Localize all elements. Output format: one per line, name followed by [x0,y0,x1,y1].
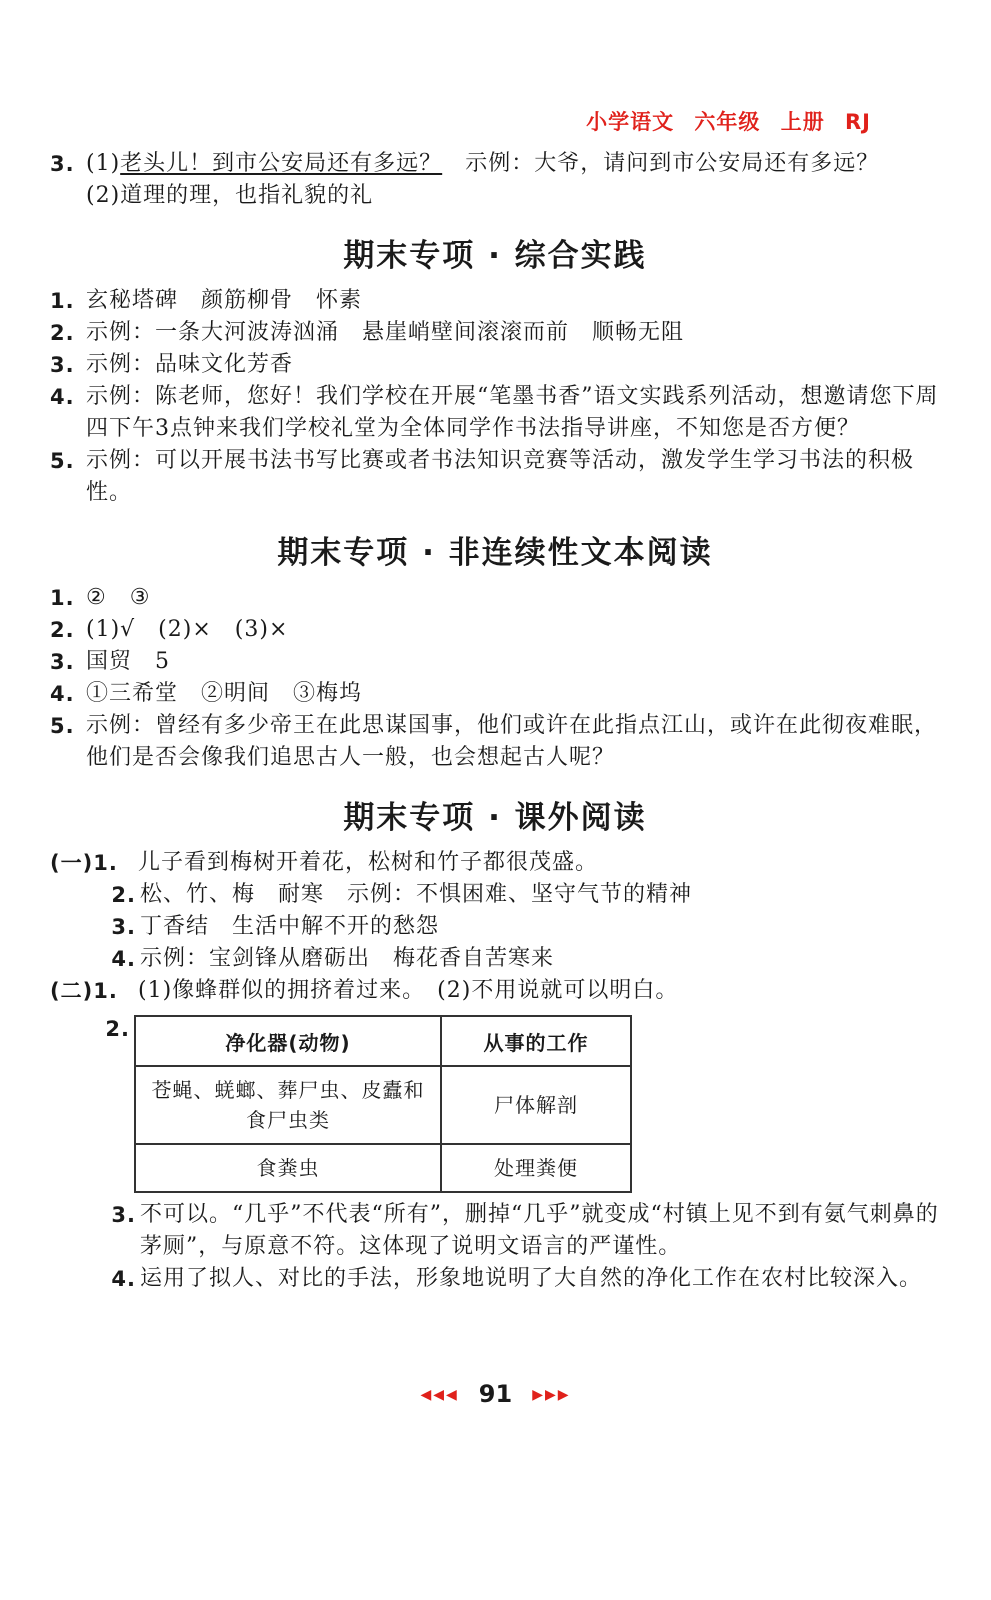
table-row [135,1144,631,1192]
table-header-row [135,1016,631,1066]
q3-part2: (2)道理的理，也指礼貌的礼 [86,183,374,208]
group-label: (一) [50,851,94,875]
table-row [135,1066,631,1144]
list-item: 2. [105,1017,130,1041]
purifier-work-table [134,1015,632,1193]
list-item: (二)1. (1)像蜂群似的拥挤着过来。 (2)不用说就可以明白。 [50,978,679,1003]
list-item: 4. 示例：宝剑锋从磨砺出 梅花香自苦寒来 [111,946,555,971]
list-item: 4. 运用了拟人、对比的手法，形象地说明了大自然的净化工作在农村比较深入。 [111,1266,923,1291]
book-header-tag: 小学语文 六年级 上册 RJ [586,110,871,134]
list-item: 4. ①三希堂 ②明间 ③梅坞 [50,681,363,706]
list-item: 3. 示例：品味文化芳香 [50,352,294,377]
list-item: 5. 示例：可以开展书法书写比赛或者书法知识竞赛等活动，激发学生学习书法的积极性。 [50,448,915,505]
section1-list [50,285,940,509]
list-item: 3. 丁香结 生活中解不开的愁怨 [111,914,440,939]
page-footer [0,1380,991,1408]
section3-group2 [50,975,940,1295]
page-number: 91 [478,1380,513,1408]
table-cell: 苍蝇、蜣螂、葬尸虫、皮蠹和食尸虫类 [135,1066,441,1144]
section-title-comprehensive-practice: 期末专项 · 综合实践 [343,238,647,274]
list-item: 2. (1)√ (2)× (3)× [50,617,289,642]
left-arrows-icon: ◀◀◀ [420,1387,459,1403]
list-item: 1. 玄秘塔碑 颜筋柳骨 怀素 [50,288,363,313]
table-cell: 食粪虫 [135,1144,441,1192]
underlined-sentence: 老头儿！到市公安局还有多远？ [120,151,443,176]
list-item: 5. 示例：曾经有多少帝王在此思谋国事，他们或许在此指点江山，或许在此彻夜难眠，他们是否会像我们追思古人一般，也会想起古人呢？ [50,713,938,770]
table-cell: 尸体解剖 [441,1066,631,1144]
table-header: 净化器(动物) [135,1016,441,1066]
section-title-noncontinuous-reading: 期末专项 · 非连续性文本阅读 [277,535,713,571]
part-label: (1) [86,151,121,176]
list-item: 4. 示例：陈老师，您好！我们学校在开展“笔墨书香”语文实践系列活动，想邀请您下周四下午3点钟来我们学校礼堂为全体同学作书法指导讲座，不知您是否方便？ [50,384,939,441]
list-item: (一)1. 儿子看到梅树开着花，松树和竹子都很茂盛。 [50,850,599,875]
list-item: 2. 松、竹、梅 耐寒 示例：不惧困难、坚守气节的精神 [111,882,693,907]
table-header: 从事的工作 [441,1016,631,1066]
answer-content [50,148,940,1295]
q3-part1 [50,148,940,180]
section2-list [50,582,940,774]
item-number: 3. [50,152,75,176]
answer-text: 示例：大爷，请问到市公安局还有多远？ [442,151,880,176]
table-cell: 处理粪便 [441,1144,631,1192]
group-label: (二) [50,979,94,1003]
list-item: 1. ② ③ [50,585,151,610]
list-item: 3. 不可以。“几乎”不代表“所有”，删掉“几乎”就变成“村镇上见不到有氨气刺鼻的茅厕”，与原意不符。这体现了说明文语言的严谨性。 [111,1202,939,1259]
list-item: 2. 示例：一条大河波涛汹涌 悬崖峭壁间滚滚而前 顺畅无阻 [50,320,685,345]
right-arrows-icon: ▶▶▶ [532,1387,571,1403]
list-item: 3. 国贸 5 [50,649,170,674]
section3-group1 [50,847,940,975]
section-title-extracurricular-reading: 期末专项 · 课外阅读 [343,800,647,836]
